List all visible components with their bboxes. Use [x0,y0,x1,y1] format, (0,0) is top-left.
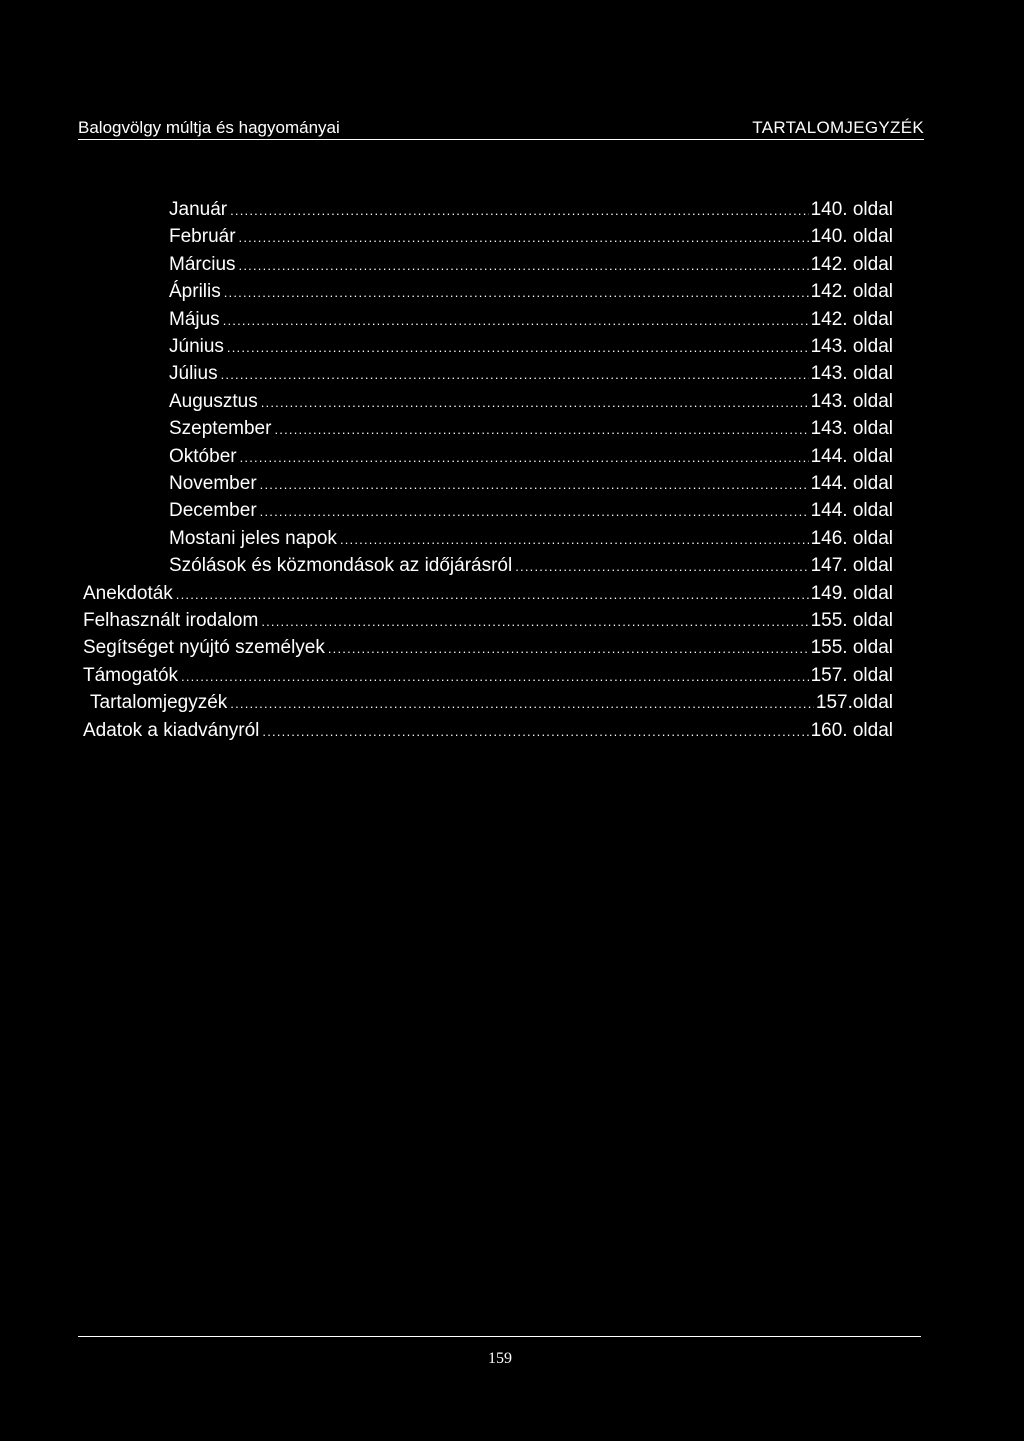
toc-dot-leader [515,553,808,580]
toc-entry-title: Szólások és közmondások az időjárásról [169,555,513,576]
toc-entry-title: Május [169,309,220,330]
header-section-title: TARTALOMJEGYZÉK [752,118,924,137]
toc-dot-leader [223,307,809,334]
toc-entry-page: 144. oldal [810,446,893,467]
toc-entry-page: 144. oldal [810,500,893,521]
toc-entry [169,443,893,470]
toc-dot-leader [221,361,809,388]
toc-entry-page: 140. oldal [810,199,893,220]
toc-dot-leader [260,498,809,525]
toc-entry-title: Április [169,281,221,302]
toc-dot-leader [176,581,809,608]
toc-entry-title: Október [169,446,237,467]
page-number: 159 [488,1350,512,1367]
toc-entry-page: 142. oldal [810,309,893,330]
toc-entry-title: Adatok a kiadványról [83,720,260,741]
toc-dot-leader [230,197,808,224]
header-book-title: Balogvölgy múltja és hagyományai [78,118,340,137]
toc-entry-title: Június [169,336,224,357]
running-header [78,112,924,142]
toc-entry-title: Augusztus [169,391,258,412]
toc-entry-page: 157. oldal [810,665,893,686]
toc-dot-leader [227,334,809,361]
toc-entry [169,333,893,360]
toc-entry-page: 143. oldal [810,336,893,357]
toc-dot-leader [181,663,809,690]
toc-entry-title: Február [169,226,236,247]
toc-entry-page: 155. oldal [810,637,893,658]
toc-dot-leader [261,389,809,416]
toc-entry [169,552,893,579]
toc-entry [90,689,893,716]
toc-entry-title: December [169,500,257,521]
toc-entry [169,360,893,387]
toc-entry [83,607,893,634]
toc-dot-leader [240,444,809,471]
toc-entry-title: Támogatók [83,665,179,686]
toc-entry-page: 144. oldal [810,473,893,494]
header-divider [78,139,924,140]
toc-entry-page: 157.oldal [815,692,893,713]
toc-entry [169,470,893,497]
toc-entry-page: 146. oldal [810,528,893,549]
toc-dot-leader [340,526,809,553]
toc-entry [169,306,893,333]
toc-dot-leader [262,718,808,745]
toc-entry-page: 143. oldal [810,363,893,384]
toc-dot-leader [224,279,809,306]
toc-entry-title: November [169,473,257,494]
toc-entry-title: Tartalomjegyzék [90,692,228,713]
toc-entry [169,251,893,278]
toc-dot-leader [274,416,808,443]
toc-dot-leader [239,252,809,279]
toc-entry-page: 155. oldal [810,610,893,631]
toc-dot-leader [239,224,809,251]
toc-entry-title: Március [169,254,236,275]
toc-dot-leader [328,635,809,662]
toc-entry [169,415,893,442]
toc-dot-leader [260,471,809,498]
toc-entry-page: 142. oldal [810,281,893,302]
toc-entry [169,223,893,250]
toc-entry-page: 142. oldal [810,254,893,275]
toc-entry-page: 143. oldal [810,391,893,412]
toc-entry-title: Anekdoták [83,583,173,604]
toc-entry [169,196,893,223]
toc-entry [83,662,893,689]
toc-entry-title: Mostani jeles napok [169,528,337,549]
toc-entry-page: 140. oldal [810,226,893,247]
toc-entry [83,634,893,661]
toc-entry-page: 160. oldal [810,720,893,741]
toc-dot-leader [230,690,814,717]
toc-entry-page: 143. oldal [810,418,893,439]
toc-entry [169,278,893,305]
footer-divider [78,1336,921,1337]
toc-entry-title: Segítséget nyújtó személyek [83,637,325,658]
toc-entry [83,580,893,607]
toc-entry-title: Július [169,363,218,384]
toc-entry-title: Felhasznált irodalom [83,610,259,631]
toc-dot-leader [261,608,808,635]
toc-entry-title: Szeptember [169,418,272,439]
toc-entry [169,525,893,552]
toc-entry-title: Január [169,199,228,220]
toc-entry [169,497,893,524]
toc-entry-page: 147. oldal [810,555,893,576]
toc-entry [169,388,893,415]
toc-entry-page: 149. oldal [810,583,893,604]
toc-entry [83,717,893,744]
